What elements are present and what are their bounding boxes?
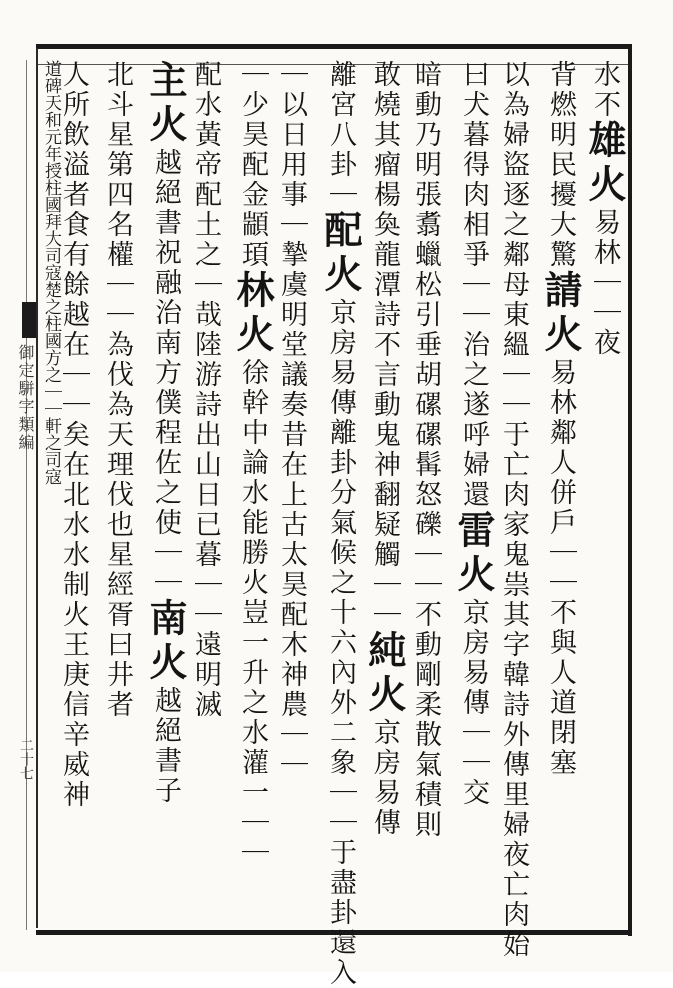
- column-text: 水不: [589, 60, 620, 120]
- column-text: 人所飲溢者食有餘越在｜｜矣在北水水制火王庚信辛威神: [58, 60, 89, 810]
- text-column-9: [229, 60, 275, 925]
- text-column-2: [537, 60, 583, 925]
- entry-heading: 南火: [143, 598, 188, 686]
- frame-right-border: [628, 44, 632, 936]
- text-column-12: [98, 60, 136, 925]
- fishtail-mark-icon: [22, 302, 36, 338]
- gutter-line: [26, 60, 27, 930]
- text-column-4: [450, 60, 496, 925]
- text-column-1: [581, 60, 627, 925]
- column-text: 曰犬暮得肉相爭｜｜治之遂呼婦還: [458, 60, 489, 510]
- text-column-11: [142, 60, 188, 925]
- column-text: 摯虞明堂議奏昔在上古太昊配木神農｜｜: [276, 240, 307, 780]
- frame-top-border: [36, 44, 632, 49]
- column-text: 徐幹中論水能勝火豈一升之水灌一｜｜: [237, 358, 268, 868]
- column-text: 背燃: [545, 60, 576, 120]
- frame-left-border: [36, 48, 38, 928]
- column-text: 越絕書祝融治南方僕程佐之使｜｜: [150, 148, 181, 598]
- column-text: 離宮八卦｜: [325, 60, 356, 210]
- column-text: 京房易傳｜｜交: [458, 598, 489, 808]
- column-text: 星經: [102, 540, 133, 600]
- column-text: 京房易傳離卦分氣候之十六內外二象｜｜于: [325, 298, 356, 868]
- column-text: 越絕書子: [150, 686, 181, 806]
- text-column-7: [317, 60, 363, 988]
- column-text: 京房易傳: [369, 718, 400, 838]
- gutter-book-title: 御定駢字類編: [16, 344, 35, 452]
- column-text: ｜以日用事｜: [276, 60, 307, 240]
- column-text: 明民擾大驚: [545, 120, 576, 270]
- text-column-8: [272, 60, 310, 925]
- column-text: 盡卦還入: [325, 868, 356, 988]
- column-text: 鬼祟其字韓詩外傳里婦夜亡肉始: [498, 540, 529, 960]
- column-text: 敢燒其瘤楊奐龍潭詩不言動鬼神翻疑觸｜｜: [369, 60, 400, 630]
- column-text: 易林｜｜夜: [589, 208, 620, 358]
- entry-heading: 雄火: [582, 120, 627, 208]
- entry-heading: 林火: [230, 270, 275, 358]
- column-text: 北斗星第四名權｜｜為伐為天理伐也: [102, 60, 133, 540]
- column-text: 以為婦盜逐之鄰母東縕｜｜于亡肉家: [498, 60, 529, 540]
- column-text: ｜少昊配金顓頊: [237, 60, 268, 270]
- entry-heading: 請火: [538, 270, 583, 358]
- entry-heading: 純火: [362, 630, 407, 718]
- column-text: 配水黃帝配土: [190, 60, 221, 240]
- column-text: 道碑天和元年授柱國拜大司寇楚之柱國方之｜｜軒之司寇: [41, 60, 61, 485]
- text-column-6: [361, 60, 407, 925]
- gutter-page-number: 二十七: [18, 738, 34, 780]
- column-text: 胥曰井者: [102, 600, 133, 720]
- text-column-10: [186, 60, 224, 925]
- column-text: 易林鄰人併戶｜｜不與人道閉塞: [545, 358, 576, 778]
- column-text: 之｜哉陸游詩出山日已暮｜｜遠明滅: [190, 240, 221, 720]
- entry-heading: 雷火: [451, 510, 496, 598]
- text-column-5: [406, 60, 444, 925]
- text-column-14: [40, 60, 61, 925]
- column-text: 暗動乃明張翥蠟松引垂胡磥磥髯怒礫｜｜不: [410, 60, 441, 630]
- entry-heading: 主火: [143, 60, 188, 148]
- column-text: 動剛柔散氣積則: [410, 630, 441, 840]
- text-column-3: [494, 60, 532, 960]
- entry-heading: 配火: [318, 210, 363, 298]
